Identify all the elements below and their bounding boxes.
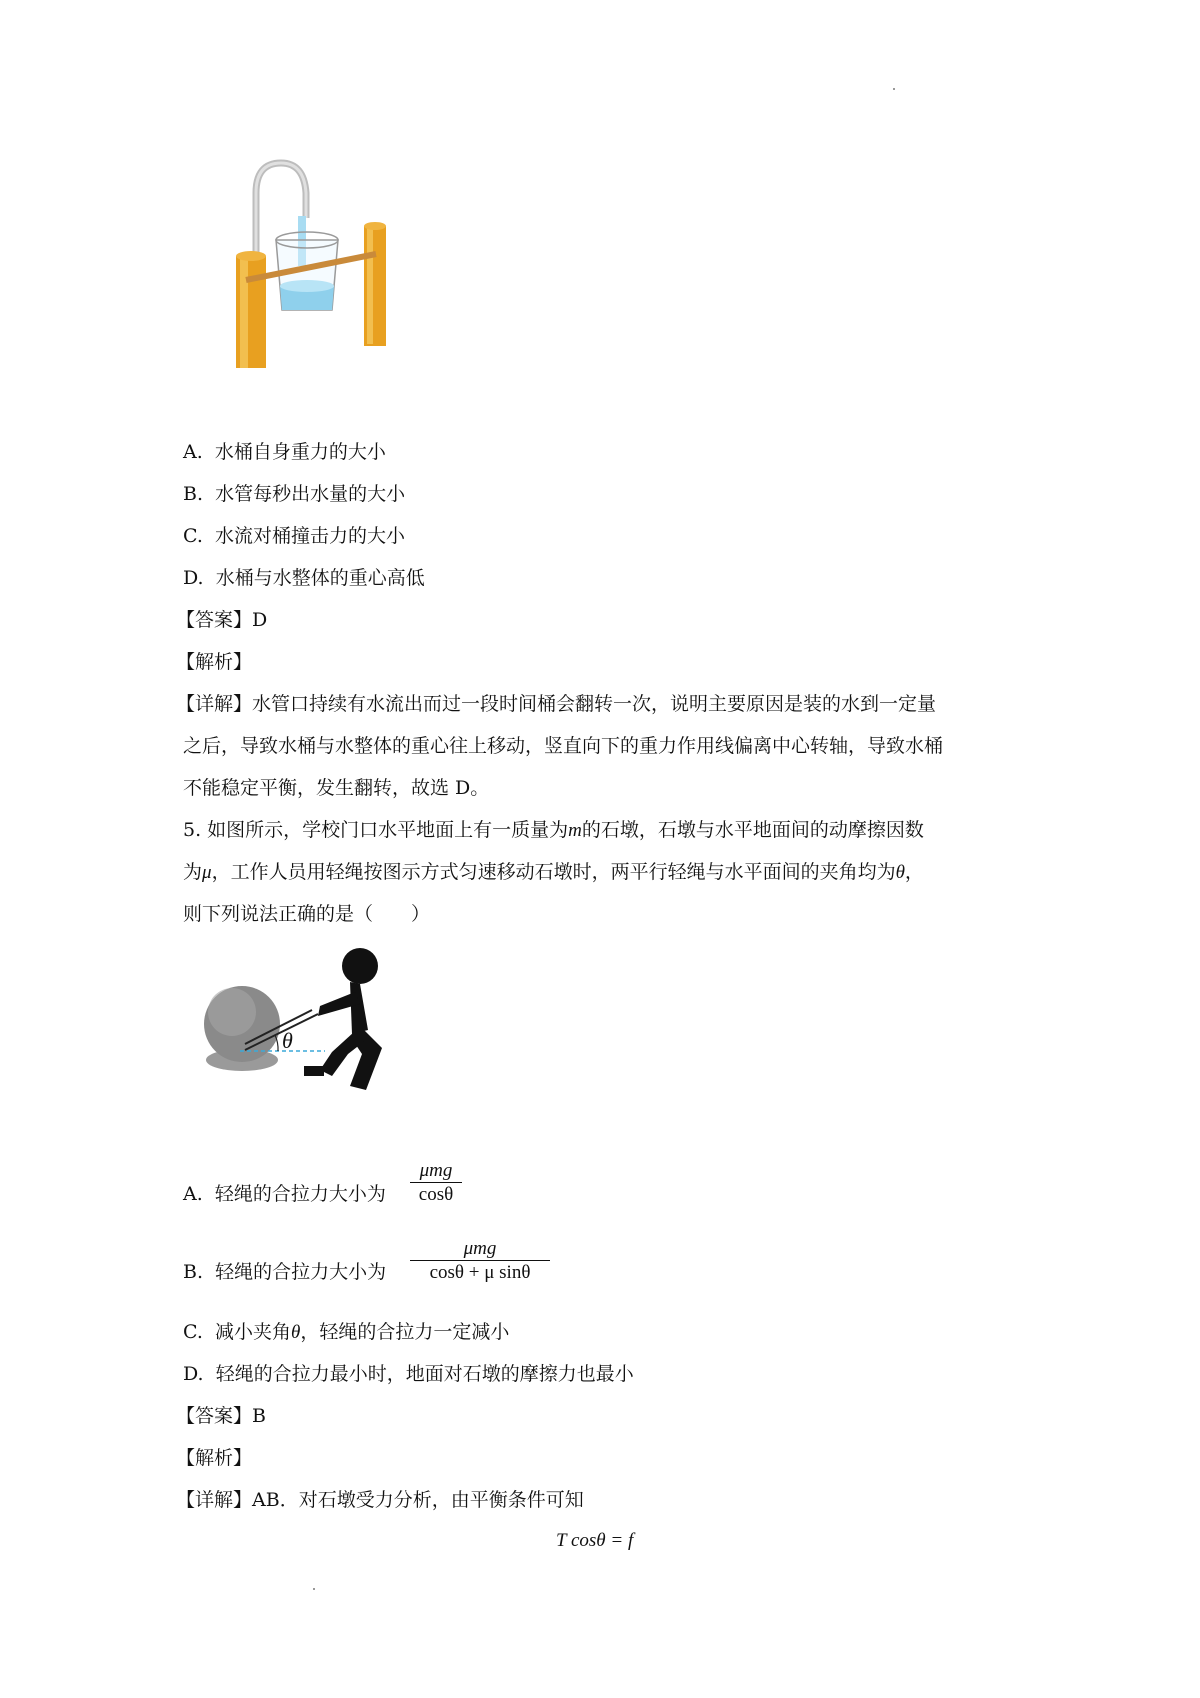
q5-stem-line-1: 5. 如图所示，学校门口水平地面上有一质量为m的石墩，石墩与水平地面间的动摩擦因数 <box>183 819 924 841</box>
q4-detail-line-1: 【详解】水管口持续有水流出而过一段时间桶会翻转一次，说明主要原因是装的水到一定量 <box>176 693 937 715</box>
person-head <box>342 948 378 984</box>
q4-option-d: D. 水桶与水整体的重心高低 <box>183 567 425 589</box>
q4-option-c: C. 水流对桶撞击力的大小 <box>183 525 406 547</box>
q4-analysis-label: 【解析】 <box>176 651 253 673</box>
q4-option-a: A. 水桶自身重力的大小 <box>183 441 386 463</box>
q5-option-a-fraction: μmg cosθ <box>410 1160 462 1207</box>
angle-theta-label: θ <box>282 1028 293 1053</box>
q5-detail: 【详解】AB．对石墩受力分析，由平衡条件可知 <box>176 1489 584 1511</box>
angle-arc <box>275 1035 278 1051</box>
q5-stem-line-2: 为μ，工作人员用轻绳按图示方式匀速移动石墩时，两平行轻绳与水平面间的夹角均为θ， <box>183 861 924 883</box>
page-mark-top <box>893 88 895 90</box>
q5-option-d: D. 轻绳的合拉力最小时，地面对石墩的摩擦力也最小 <box>183 1363 634 1385</box>
stone-pulling-figure <box>200 940 400 1100</box>
person-body <box>350 982 368 1034</box>
q5-answer: 【答案】B <box>176 1405 266 1427</box>
page-mark-bottom <box>313 1588 315 1590</box>
q5-option-b-fraction: μmg cosθ + μ sinθ <box>410 1238 550 1285</box>
tipping-bucket-figure <box>236 158 396 368</box>
q5-equation: T cosθ = f <box>556 1530 634 1551</box>
q4-option-b: B. 水管每秒出水量的大小 <box>183 483 406 505</box>
q5-analysis-label: 【解析】 <box>176 1447 253 1469</box>
q4-detail-line-2: 之后，导致水桶与水整体的重心往上移动，竖直向下的重力作用线偏离中心转轴，导致水桶 <box>183 735 944 757</box>
q4-answer: 【答案】D <box>176 609 268 631</box>
q5-option-c: C. 减小夹角θ，轻绳的合拉力一定减小 <box>183 1321 510 1343</box>
q4-detail-line-3: 不能稳定平衡，发生翻转，故选 D。 <box>183 777 490 799</box>
q5-stem-line-3: 则下列说法正确的是（ ） <box>183 903 431 925</box>
q5-option-b: B. 轻绳的合拉力大小为 <box>183 1261 387 1283</box>
q5-option-a: A. 轻绳的合拉力大小为 <box>183 1183 386 1205</box>
